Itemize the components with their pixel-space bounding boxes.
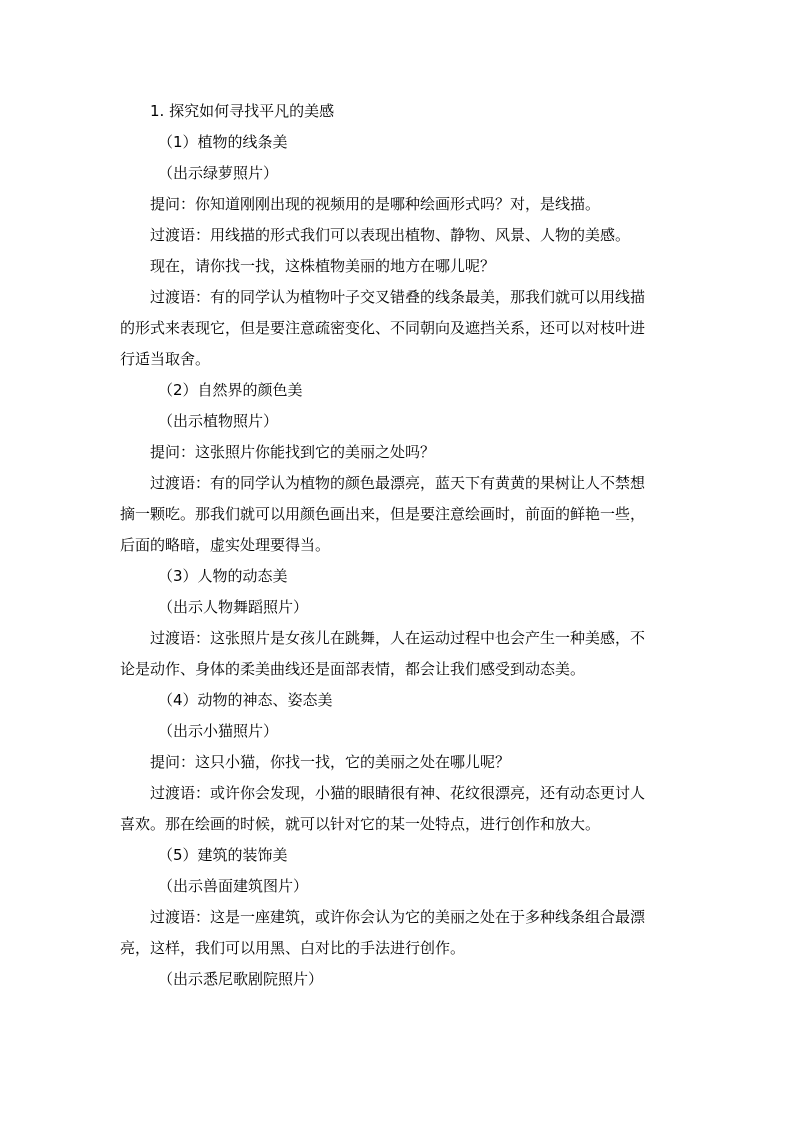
document-body xyxy=(120,96,678,995)
paragraph-line: 现在，请你找一找，这株植物美丽的地方在哪儿呢？ xyxy=(150,257,496,275)
paragraph-line: 过渡语：这是一座建筑，或许你会认为它的美丽之处在于多种线条组合最漂 xyxy=(150,908,646,926)
paragraph-line: （5）建筑的装饰美 xyxy=(158,846,288,864)
paragraph-line: 亮，这样，我们可以用黑、白对比的手法进行创作。 xyxy=(120,939,466,957)
paragraph-line: 提问：你知道刚刚出现的视频用的是哪种绘画形式吗？对，是线描。 xyxy=(150,195,601,213)
paragraph-line: 论是动作、身体的柔美曲线还是面部表情，都会让我们感受到动态美。 xyxy=(120,660,586,678)
paragraph-line: 喜欢。那在绘画的时候，就可以针对它的某一处特点，进行创作和放大。 xyxy=(120,815,601,833)
paragraph-line: 1. 探究如何寻找平凡的美感 xyxy=(150,102,335,120)
paragraph-line: 过渡语：有的同学认为植物叶子交叉错叠的线条最美，那我们就可以用线描 xyxy=(150,288,646,306)
paragraph-line: 提问：这只小猫，你找一找，它的美丽之处在哪儿呢？ xyxy=(150,753,511,771)
paragraph-line: 过渡语：这张照片是女孩儿在跳舞，人在运动过程中也会产生一种美感，不 xyxy=(150,629,646,647)
paragraph-line: 行适当取舍。 xyxy=(120,350,211,368)
paragraph-line: （2）自然界的颜色美 xyxy=(158,381,303,399)
paragraph-line: 过渡语：或许你会发现，小猫的眼睛很有神、花纹很漂亮，还有动态更讨人 xyxy=(150,784,646,802)
paragraph-line: 提问：这张照片你能找到它的美丽之处吗？ xyxy=(150,443,436,461)
paragraph-line: 摘一颗吃。那我们就可以用颜色画出来，但是要注意绘画时，前面的鲜艳一些， xyxy=(120,505,646,523)
paragraph-line: 的形式来表现它，但是要注意疏密变化、不同朝向及遮挡关系，还可以对枝叶进 xyxy=(120,319,646,337)
paragraph-line: （出示小猫照片） xyxy=(158,722,279,740)
paragraph-line: （出示悉尼歌剧院照片） xyxy=(158,970,324,988)
paragraph-line: 过渡语：用线描的形式我们可以表现出植物、静物、风景、人物的美感。 xyxy=(150,226,631,244)
paragraph-line: 后面的略暗，虚实处理要得当。 xyxy=(120,536,331,554)
paragraph-line: （1）植物的线条美 xyxy=(158,133,288,151)
paragraph-line: （出示植物照片） xyxy=(158,412,279,430)
paragraph-line: （出示兽面建筑图片） xyxy=(158,877,309,895)
paragraph-line: （4）动物的神态、姿态美 xyxy=(158,691,333,709)
paragraph-line: （出示人物舞蹈照片） xyxy=(158,598,309,616)
paragraph-line: （3）人物的动态美 xyxy=(158,567,288,585)
paragraph-line: （出示绿萝照片） xyxy=(158,164,279,182)
paragraph-line: 过渡语：有的同学认为植物的颜色最漂亮，蓝天下有黄黄的果树让人不禁想 xyxy=(150,474,646,492)
